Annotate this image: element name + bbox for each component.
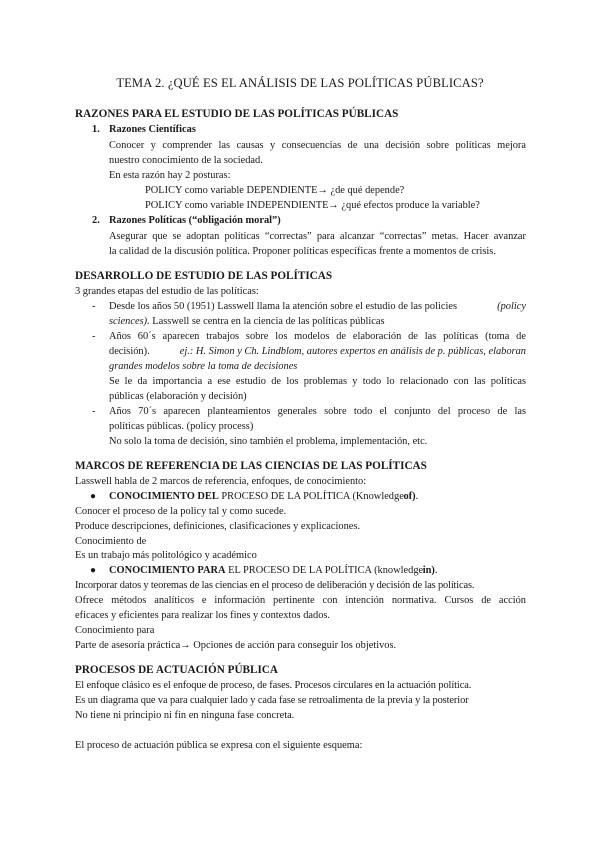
frame-text: EL PROCESO DE LA POLÍTICA (knowledge xyxy=(228,565,424,576)
stage-3-line: Años 70´s aparecen planteamientos generales sobre todo el conjunto del proceso de las xyxy=(109,406,526,417)
dash-marker: - xyxy=(92,331,96,342)
paragraph-line: El proceso de actuación pública se expresa con el siguiente esquema: xyxy=(75,740,363,751)
paragraph-line: Parte de asesoría práctica→ Opciones de acción para conseguir los objetivos. xyxy=(75,640,397,651)
paragraph-line: la calidad de la discusión política. Proponer políticas específicas frente a momentos de crisis. xyxy=(109,246,496,257)
stage-3-line: No solo la toma de decisión, sino también el problema, implementación, etc. xyxy=(109,436,428,447)
frame-knowledge-of xyxy=(109,489,418,504)
paragraph-line: El enfoque clásico es el enfoque de proceso, de fases. Procesos circulares en la actuación política. xyxy=(75,680,472,691)
frame-bold: CONOCIMIENTO PARA xyxy=(109,565,226,576)
item-title-politicas: Razones Políticas (“obligación moral”) xyxy=(109,215,281,226)
bullet-icon: ● xyxy=(90,491,97,502)
paragraph-line: Conocer y comprender las causas y consecuencias de una decisión sobre políticas mejora xyxy=(109,140,526,151)
paragraph-line: Ofrece métodos analíticos e información pertinente con intención normativa. Cursos de acción xyxy=(75,595,526,606)
stage-1-italic: sciences). xyxy=(109,316,150,327)
paragraph-line: Conocimiento para xyxy=(75,625,155,636)
paragraph-line: eficaces y eficientes para realizar los fines y contextos dados. xyxy=(75,610,331,621)
frame-period: . xyxy=(434,565,438,576)
frame-knowledge-in xyxy=(109,563,438,578)
page-title: TEMA 2. ¿QUÉ ES EL ANÁLISIS DE LAS POLÍTICAS PÚBLICAS? xyxy=(116,76,484,90)
list-number: 1. xyxy=(92,124,100,135)
paragraph-line: Conocimiento de xyxy=(75,536,147,547)
paragraph-line: Es un trabajo más politológico y académico xyxy=(75,550,257,561)
frame-bold: CONOCIMIENTO DEL xyxy=(109,491,219,502)
stage-2-line2 xyxy=(109,344,526,359)
paragraph-line: Conocer el proceso de la policy tal y como sucede. xyxy=(75,506,287,517)
paragraph-line: Produce descripciones, definiciones, clasificaciones y explicaciones. xyxy=(75,521,361,532)
frame-period: . xyxy=(415,491,419,502)
section-heading-razones: RAZONES PARA EL ESTUDIO DE LAS POLÍTICAS PÚBLICAS xyxy=(75,108,399,120)
stage-2-text: decisión). xyxy=(109,346,150,357)
item-title-cientificas: Razones Científicas xyxy=(109,124,196,135)
stage-1-text: Desde los años 50 (1951) Lasswell llama la atención sobre el estudio de las policies xyxy=(109,301,457,312)
section-heading-procesos: PROCESOS DE ACTUACIÓN PÚBLICA xyxy=(75,664,278,676)
paragraph-line: Incorporar datos y teoremas de las ciencias en el proceso de deliberación y decisión de las políticas. xyxy=(75,580,475,591)
stage-2-line: Años 60´s aparecen trabajos sobre los modelos de elaboración de las políticas (toma de xyxy=(109,331,526,342)
stage-2-line: públicas (elaboración y decisión) xyxy=(109,391,247,402)
stage-1-italic: (policy xyxy=(497,301,526,312)
frame-bold-in: in) xyxy=(422,565,435,576)
section-heading-desarrollo: DESARROLLO DE ESTUDIO DE LAS POLÍTICAS xyxy=(75,270,333,282)
stage-3-line: políticas públicas. (policy process) xyxy=(109,421,254,432)
bullet-icon: ● xyxy=(90,565,97,576)
stage-2-italic: ej.: H. Simon y Ch. Lindblom, autores expertos en análisis de p. públicas, elaboran xyxy=(179,346,526,357)
stage-1-line xyxy=(109,299,526,314)
posture-dependiente: POLICY como variable DEPENDIENTE→ ¿de qué depende? xyxy=(145,185,405,196)
paragraph-line: En esta razón hay 2 posturas: xyxy=(109,170,231,181)
stage-1-text: Lasswell se centra en la ciencia de las políticas públicas xyxy=(152,316,385,327)
paragraph-line: nuestro conocimiento de la sociedad. xyxy=(109,155,263,166)
section-heading-marcos: MARCOS DE REFERENCIA DE LAS CIENCIAS DE LAS POLÍTICAS xyxy=(75,460,427,472)
list-number: 2. xyxy=(92,215,100,226)
paragraph-line: 3 grandes etapas del estudio de las políticas: xyxy=(75,286,259,297)
frame-bold-of: of) xyxy=(403,491,416,502)
frame-text: PROCESO DE LA POLÍTICA (Knowledge xyxy=(221,491,404,502)
stage-1-line2 xyxy=(109,314,385,329)
dash-marker: - xyxy=(92,301,96,312)
paragraph-line: Es un diagrama que va para cualquier lado y cada fase se retroalimenta de la previa y la posterior xyxy=(75,695,469,706)
paragraph-line: Asegurar que se adoptan políticas “correctas” para alcanzar “correctas” metas. Hacer avanzar xyxy=(109,231,526,242)
posture-independiente: POLICY como variable INDEPENDIENTE→ ¿qué efectos produce la variable? xyxy=(145,200,480,211)
stage-2-italic-line: grandes modelos sobre la toma de decisiones xyxy=(109,361,298,372)
paragraph-line: Lasswell habla de 2 marcos de referencia, enfoques, de conocimiento: xyxy=(75,476,367,487)
dash-marker: - xyxy=(92,406,96,417)
stage-2-line: Se le da importancia a ese estudio de los problemas y todo lo relacionado con las políticas xyxy=(109,376,526,387)
paragraph-line: No tiene ni principio ni fin en ninguna fase concreta. xyxy=(75,710,295,721)
